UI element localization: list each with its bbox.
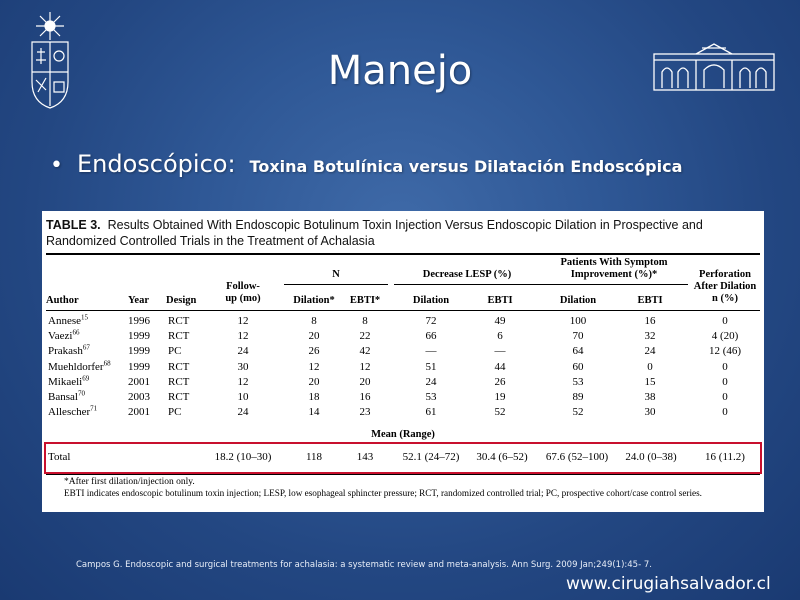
bullet-sub-text: Toxina Botulínica versus Dilatación Endoscópica <box>249 157 683 176</box>
row-lesp-dilation-text: 66 <box>425 330 437 343</box>
total-author: Total <box>48 451 71 463</box>
row-lesp-dilation-text: 53 <box>425 391 437 403</box>
row-improvement-dilation-text: 60 <box>572 360 584 373</box>
header-lesp: Decrease LESP (%) <box>422 269 512 280</box>
row-author-text: Annese <box>48 315 81 327</box>
total-improvement-dilation: 67.6 (52–100) <box>545 451 609 463</box>
row-perforation-text: 0 <box>722 375 728 388</box>
row-lesp-ebti-text: 19 <box>494 391 506 403</box>
row-improvement-ebti <box>614 361 686 374</box>
row-improvement-ebti-text: 16 <box>644 315 656 327</box>
row-lesp-dilation <box>396 330 466 343</box>
row-lesp-ebti-text: 52 <box>494 406 506 419</box>
row-year <box>128 376 168 389</box>
header-year: Year <box>128 295 149 306</box>
row-followup <box>222 330 264 343</box>
row-improvement-dilation-text: 64 <box>572 345 584 358</box>
row-n-dilation <box>286 345 342 358</box>
footnote-asterisk: *After first dilation/injection only. <box>64 477 195 487</box>
row-perforation <box>690 391 760 404</box>
row-perforation-text: 0 <box>722 406 728 419</box>
row-followup <box>222 376 264 389</box>
row-author-text: Mikaeli <box>48 375 83 388</box>
row-design <box>168 361 208 374</box>
reference-number: 67 <box>82 343 90 352</box>
row-improvement-dilation-text: 52 <box>572 406 584 419</box>
row-followup-text: 12 <box>237 330 249 343</box>
row-lesp-dilation-text: 51 <box>425 360 437 373</box>
row-perforation <box>690 376 760 389</box>
row-year-text: 2001 <box>128 406 150 419</box>
row-author <box>48 406 128 419</box>
footnote-abbreviations: EBTI indicates endoscopic botulinum toxin injection; LESP, low esophageal sphincter pressure; RCT, randomized controlled trial; PC, prospective cohort/case control series. <box>64 488 702 498</box>
row-design <box>168 315 208 328</box>
row-author-text: Muehldorfer <box>48 360 104 373</box>
row-lesp-ebti-text: 6 <box>497 330 503 343</box>
header-lesp-dilation: Dilation <box>412 295 450 306</box>
row-design-text: RCT <box>168 315 190 327</box>
row-lesp-dilation <box>396 345 466 358</box>
row-improvement-ebti-text: 38 <box>644 391 656 403</box>
row-n-dilation-text: 20 <box>308 330 320 343</box>
row-followup-text: 10 <box>237 391 249 403</box>
total-lesp-ebti: 30.4 (6–52) <box>476 451 528 463</box>
header-n-ebti: EBTI* <box>349 295 381 306</box>
row-n-dilation <box>286 391 342 404</box>
row-year <box>128 345 168 358</box>
row-improvement-ebti <box>614 345 686 358</box>
total-followup: 18.2 (10–30) <box>214 451 272 463</box>
row-design-text: PC <box>168 406 182 419</box>
row-n-ebti-text: 8 <box>362 315 368 327</box>
row-lesp-dilation-text: 61 <box>425 406 437 419</box>
row-improvement-ebti <box>614 315 686 328</box>
bullet-dot-icon: • <box>50 153 63 178</box>
row-improvement-ebti <box>614 406 686 419</box>
row-lesp-dilation <box>396 361 466 374</box>
row-perforation <box>690 361 760 374</box>
reference-number: 68 <box>103 358 111 367</box>
row-design-text: RCT <box>168 360 190 373</box>
row-improvement-ebti-text: 24 <box>644 345 656 358</box>
row-improvement-ebti-text: 30 <box>644 406 656 419</box>
row-lesp-ebti <box>466 361 534 374</box>
header-improvement: Patients With Symptom Improvement (%)* <box>560 257 668 280</box>
row-perforation-text: 0 <box>722 315 728 327</box>
row-lesp-ebti <box>466 376 534 389</box>
row-design-text: RCT <box>168 375 190 388</box>
row-n-dilation-text: 26 <box>308 345 320 358</box>
header-followup: Follow-up (mo) <box>225 281 261 304</box>
bullet-endoscopico <box>50 150 682 178</box>
row-perforation-text: 0 <box>722 391 728 403</box>
row-improvement-dilation <box>542 330 614 343</box>
row-n-ebti-text: 23 <box>359 406 371 419</box>
row-lesp-ebti <box>466 406 534 419</box>
reference-number: 15 <box>81 313 88 322</box>
total-improvement-ebti: 24.0 (0–38) <box>625 451 677 463</box>
row-n-dilation-text: 8 <box>311 315 317 327</box>
row-n-ebti-text: 12 <box>359 360 371 373</box>
row-followup <box>222 315 264 328</box>
row-n-ebti-text: 22 <box>359 330 371 343</box>
row-author <box>48 391 128 404</box>
row-n-ebti <box>342 391 388 404</box>
row-lesp-dilation-text: — <box>425 345 437 358</box>
table-caption <box>46 217 762 249</box>
row-author-text: Bansal <box>48 391 78 403</box>
row-n-ebti-text: 16 <box>359 391 371 403</box>
total-n-dilation: 118 <box>305 451 323 463</box>
row-improvement-dilation <box>542 315 614 328</box>
row-year-text: 2003 <box>128 391 150 403</box>
reference-number: 69 <box>82 374 90 383</box>
row-n-ebti-text: 20 <box>359 375 371 388</box>
row-n-ebti <box>342 361 388 374</box>
row-author <box>48 345 128 358</box>
row-improvement-dilation <box>542 391 614 404</box>
row-year-text: 1999 <box>128 360 150 373</box>
row-followup-text: 24 <box>237 345 249 358</box>
row-lesp-ebti-text: — <box>494 345 506 358</box>
row-perforation-text: 4 (20) <box>711 330 739 343</box>
row-year-text: 1996 <box>128 315 150 327</box>
header-author: Author <box>46 295 79 306</box>
row-author <box>48 330 128 343</box>
citation: Campos G. Endoscopic and surgical treatments for achalasia: a systematic review and meta-analysis. Ann Surg. 2009 Jan;249(1):45- 7. <box>76 560 652 570</box>
row-followup <box>222 391 264 404</box>
row-followup <box>222 361 264 374</box>
row-lesp-ebti <box>466 391 534 404</box>
row-improvement-dilation <box>542 406 614 419</box>
row-improvement-ebti-text: 32 <box>644 330 656 343</box>
row-year-text: 1999 <box>128 330 150 343</box>
row-lesp-dilation <box>396 406 466 419</box>
header-n-rule <box>284 284 388 285</box>
row-perforation <box>690 330 760 343</box>
website-url: www.cirugiahsalvador.cl <box>566 574 771 594</box>
row-n-ebti-text: 42 <box>359 345 371 358</box>
header-design: Design <box>166 295 197 306</box>
header-bottom-rule <box>46 310 760 311</box>
row-year <box>128 406 168 419</box>
row-design-text: RCT <box>168 391 190 403</box>
row-lesp-dilation-text: 24 <box>425 375 437 388</box>
row-design <box>168 345 208 358</box>
row-followup-text: 24 <box>237 406 249 419</box>
total-n-ebti: 143 <box>356 451 374 463</box>
row-n-dilation <box>286 361 342 374</box>
row-followup-text: 12 <box>237 315 249 327</box>
bullet-main-text: Endoscópico: <box>76 150 236 178</box>
slide-title: Manejo <box>327 48 473 94</box>
row-improvement-ebti-text: 0 <box>647 360 653 373</box>
header-improvement-rule <box>540 284 688 285</box>
row-n-ebti <box>342 376 388 389</box>
row-author-text: Vaezi <box>48 330 73 343</box>
row-n-ebti <box>342 406 388 419</box>
table-top-rule <box>46 253 760 255</box>
row-lesp-ebti <box>466 315 534 328</box>
reference-number: 70 <box>77 389 85 398</box>
header-improvement-dilation: Dilation <box>559 295 597 306</box>
results-table <box>42 211 764 512</box>
row-followup-text: 12 <box>237 375 249 388</box>
header-improvement-ebti: EBTI <box>637 295 663 306</box>
row-year-text: 1999 <box>128 345 150 358</box>
row-design <box>168 406 208 419</box>
row-author <box>48 358 128 374</box>
reference-number: 71 <box>90 404 98 413</box>
row-followup-text: 30 <box>237 360 249 373</box>
row-lesp-ebti-text: 49 <box>494 315 506 327</box>
row-perforation <box>690 406 760 419</box>
row-n-dilation-text: 12 <box>308 360 320 373</box>
row-perforation-text: 0 <box>722 360 728 373</box>
row-year <box>128 361 168 374</box>
row-lesp-ebti <box>466 345 534 358</box>
total-perforation: 16 (11.2) <box>705 451 745 463</box>
row-lesp-ebti-text: 44 <box>494 360 506 373</box>
total-highlight-box <box>44 442 762 474</box>
row-improvement-ebti <box>614 391 686 404</box>
row-improvement-dilation <box>542 361 614 374</box>
row-improvement-dilation <box>542 345 614 358</box>
row-design-text: RCT <box>168 330 190 343</box>
row-year <box>128 391 168 404</box>
row-n-dilation-text: 18 <box>308 391 320 403</box>
table-caption-label: TABLE 3. <box>46 218 101 232</box>
total-lesp-dilation: 52.1 (24–72) <box>402 451 460 463</box>
mean-range-label: Mean (Range) <box>371 429 435 440</box>
row-lesp-dilation <box>396 391 466 404</box>
header-lesp-ebti: EBTI <box>487 295 513 306</box>
row-n-dilation-text: 20 <box>308 375 320 388</box>
row-lesp-ebti-text: 26 <box>494 375 506 388</box>
row-design <box>168 330 208 343</box>
row-author-text: Allescher <box>48 406 91 419</box>
row-n-ebti <box>342 315 388 328</box>
row-improvement-dilation-text: 89 <box>572 391 584 403</box>
row-n-dilation <box>286 376 342 389</box>
row-improvement-dilation-text: 100 <box>569 315 587 327</box>
row-year-text: 2001 <box>128 375 150 388</box>
row-design <box>168 376 208 389</box>
row-n-ebti <box>342 345 388 358</box>
row-design-text: PC <box>168 345 182 358</box>
row-improvement-ebti <box>614 330 686 343</box>
table-caption-text: Results Obtained With Endoscopic Botulinum Toxin Injection Versus Endoscopic Dilation in Prospective and Randomized Controlled Trials in the Treatment of Achalasia <box>46 218 703 248</box>
row-improvement-dilation-text: 53 <box>572 375 584 388</box>
header-n-dilation: Dilation* <box>293 295 335 306</box>
row-perforation <box>690 345 760 358</box>
row-author-text: Prakash <box>48 345 83 358</box>
row-author <box>48 315 128 328</box>
row-n-ebti <box>342 330 388 343</box>
row-lesp-dilation <box>396 376 466 389</box>
row-improvement-dilation <box>542 376 614 389</box>
row-perforation-text: 12 (46) <box>708 345 742 358</box>
reference-number: 66 <box>72 328 80 337</box>
row-lesp-ebti <box>466 330 534 343</box>
row-n-dilation-text: 14 <box>308 406 320 419</box>
header-perforation: Perforation After Dilation n (%) <box>693 269 757 304</box>
row-improvement-dilation-text: 70 <box>572 330 584 343</box>
table-bottom-rule <box>46 474 760 475</box>
row-improvement-ebti-text: 15 <box>644 375 656 388</box>
row-perforation <box>690 315 760 328</box>
row-followup <box>222 345 264 358</box>
row-improvement-ebti <box>614 376 686 389</box>
row-author <box>48 376 128 389</box>
row-lesp-dilation <box>396 315 466 328</box>
header-n: N <box>332 269 340 280</box>
row-design <box>168 391 208 404</box>
row-followup <box>222 406 264 419</box>
header-lesp-rule <box>394 284 540 285</box>
row-n-dilation <box>286 330 342 343</box>
row-n-dilation <box>286 315 342 328</box>
row-year <box>128 330 168 343</box>
row-year <box>128 315 168 328</box>
row-n-dilation <box>286 406 342 419</box>
row-lesp-dilation-text: 72 <box>425 315 437 327</box>
